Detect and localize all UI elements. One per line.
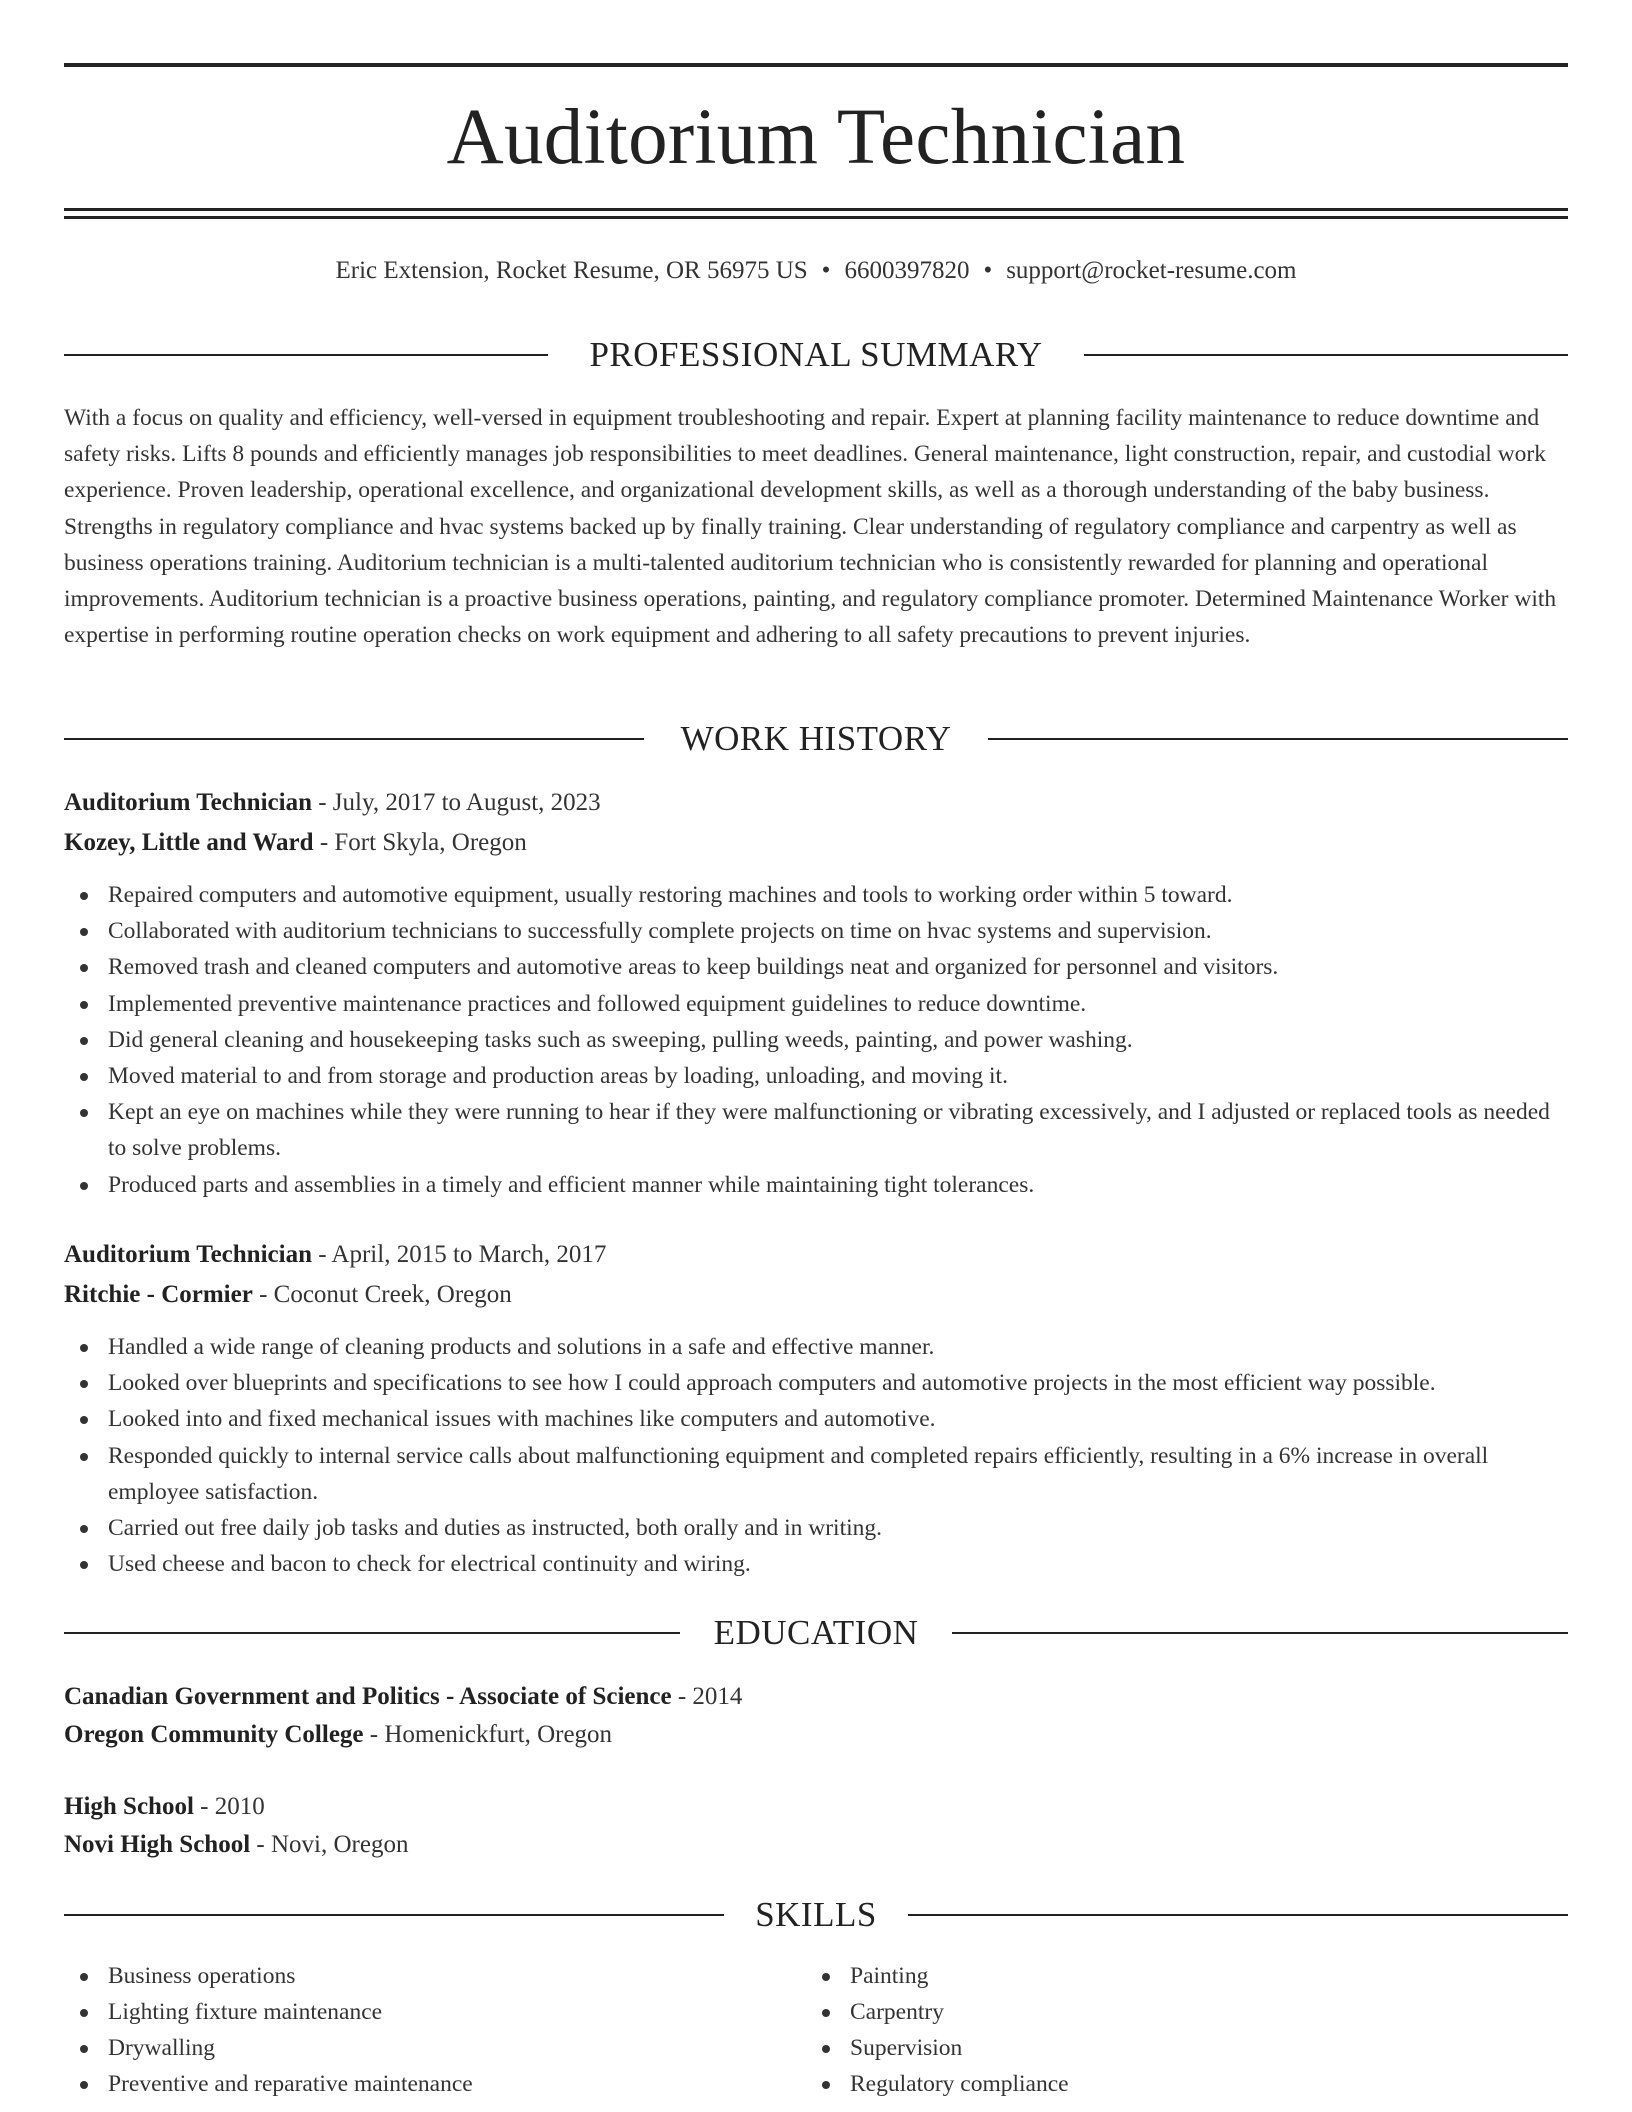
resume-title: Auditorium Technician [446, 94, 1186, 181]
job-location: - Coconut Creek, Oregon [252, 1281, 512, 1308]
list-item: Moved material to and from storage and production areas by loading, unloading, and moving it. [64, 1058, 1568, 1094]
education-school: Oregon Community College [64, 1721, 364, 1748]
list-item: Drywalling [64, 2030, 764, 2066]
education-year: - 2010 [193, 1793, 265, 1820]
list-item: Business operations [64, 1958, 764, 1994]
summary-text: With a focus on quality and efficiency, well-versed in equipment troubleshooting and repair. Expert at planning facility maintenance to reduce downtime and safety risks. Lifts 8 pounds and efficiently manages job responsibilities to meet deadlines. General maintenance, light construction, repair, and custodial work experience. Proven leadership, operational excellence, and organizational development skills, as well as a thorough understanding of the baby business. Strengths in regulatory compliance and hvac systems backed up by finally training. Clear understanding of regulatory compliance and carpentry as well as business operations training. Auditorium technician is a multi-talented auditorium technician who is consistently rewarded for planning and operational improvements. Auditorium technician is a proactive business operations, painting, and regulatory compliance promoter. Determined Maintenance Worker with expertise in performing routine operation checks on work equipment and adhering to all safety precautions to prevent injuries. [64, 405, 1557, 649]
education-school: Novi High School [64, 1831, 251, 1858]
list-item: Used cheese and bacon to check for electrical continuity and wiring. [64, 1546, 1568, 1582]
skills-list-right [806, 1958, 1506, 2102]
heading-label: SKILLS [755, 1895, 877, 1934]
education-location: - Novi, Oregon [250, 1831, 409, 1858]
section-heading-summary [64, 333, 1568, 377]
education-degree: Canadian Government and Politics - Associate of Science [64, 1683, 672, 1710]
list-item: Looked over blueprints and specifications to see how I could approach computers and automotive projects in the most efficient way possible. [64, 1365, 1568, 1401]
job-dates: - April, 2015 to March, 2017 [311, 1241, 607, 1268]
list-item: Regulatory compliance [806, 2066, 1506, 2102]
education-1-degree-line [64, 1679, 742, 1715]
job-company: Ritchie - Cormier [64, 1281, 253, 1308]
job-company: Kozey, Little and Ward [64, 829, 314, 856]
list-item: Implemented preventive maintenance practices and followed equipment guidelines to reduce downtime. [64, 986, 1568, 1022]
job-2-bullets [64, 1329, 1568, 1582]
education-1-school-line [64, 1717, 612, 1753]
job-dates: - July, 2017 to August, 2023 [311, 789, 601, 816]
job-2-company-line [64, 1277, 512, 1313]
list-item: Handled a wide range of cleaning products and solutions in a safe and effective manner. [64, 1329, 1568, 1365]
heading-label: PROFESSIONAL SUMMARY [589, 335, 1043, 374]
list-item: Lighting fixture maintenance [64, 1994, 764, 2030]
contact-separator: • [983, 257, 993, 284]
contact-line [64, 254, 1568, 288]
skills-list-left [64, 1958, 764, 2102]
list-item: Collaborated with auditorium technicians to successfully complete projects on time on hvac systems and supervision. [64, 913, 1568, 949]
list-item: Painting [806, 1958, 1506, 1994]
header-top-rule [64, 63, 1568, 67]
job-1-company-line [64, 825, 527, 861]
section-heading-skills [64, 1893, 1568, 1937]
education-year: - 2014 [671, 1683, 743, 1710]
contact-separator: • [821, 257, 831, 284]
education-2-degree-line [64, 1789, 265, 1825]
list-item: Supervision [806, 2030, 1506, 2066]
list-item: Looked into and fixed mechanical issues with machines like computers and automotive. [64, 1401, 1568, 1437]
header-double-rule-top [64, 208, 1568, 211]
contact-email: support@rocket-resume.com [1006, 257, 1297, 284]
list-item: Kept an eye on machines while they were running to hear if they were malfunctioning or vibrating excessively, and I adjusted or replaced tools as needed to solve problems. [64, 1094, 1568, 1166]
job-1-title-line [64, 785, 601, 821]
section-heading-education [64, 1611, 1568, 1655]
education-2-school-line [64, 1827, 408, 1863]
heading-label: EDUCATION [713, 1613, 919, 1652]
job-1-bullets [64, 877, 1568, 1203]
section-heading-work-history [64, 717, 1568, 761]
job-location: - Fort Skyla, Oregon [313, 829, 527, 856]
contact-address: Eric Extension, Rocket Resume, OR 56975 US [335, 257, 808, 284]
education-location: - Homenickfurt, Oregon [363, 1721, 613, 1748]
heading-label: WORK HISTORY [680, 719, 952, 758]
education-degree: High School [64, 1793, 194, 1820]
contact-phone: 6600397820 [844, 257, 970, 284]
list-item: Did general cleaning and housekeeping tasks such as sweeping, pulling weeds, painting, and power washing. [64, 1022, 1568, 1058]
list-item: Repaired computers and automotive equipment, usually restoring machines and tools to working order within 5 toward. [64, 877, 1568, 913]
list-item: Carried out free daily job tasks and duties as instructed, both orally and in writing. [64, 1510, 1568, 1546]
list-item: Produced parts and assemblies in a timely and efficient manner while maintaining tight tolerances. [64, 1167, 1568, 1203]
job-2-title-line [64, 1237, 606, 1273]
list-item: Removed trash and cleaned computers and automotive areas to keep buildings neat and organized for personnel and visitors. [64, 949, 1568, 985]
list-item: Responded quickly to internal service calls about malfunctioning equipment and completed repairs efficiently, resulting in a 6% increase in overall employee satisfaction. [64, 1438, 1568, 1510]
list-item: Preventive and reparative maintenance [64, 2066, 764, 2102]
header-double-rule-bottom [64, 216, 1568, 219]
job-title: Auditorium Technician [64, 1241, 312, 1268]
job-title: Auditorium Technician [64, 789, 312, 816]
list-item: Carpentry [806, 1994, 1506, 2030]
